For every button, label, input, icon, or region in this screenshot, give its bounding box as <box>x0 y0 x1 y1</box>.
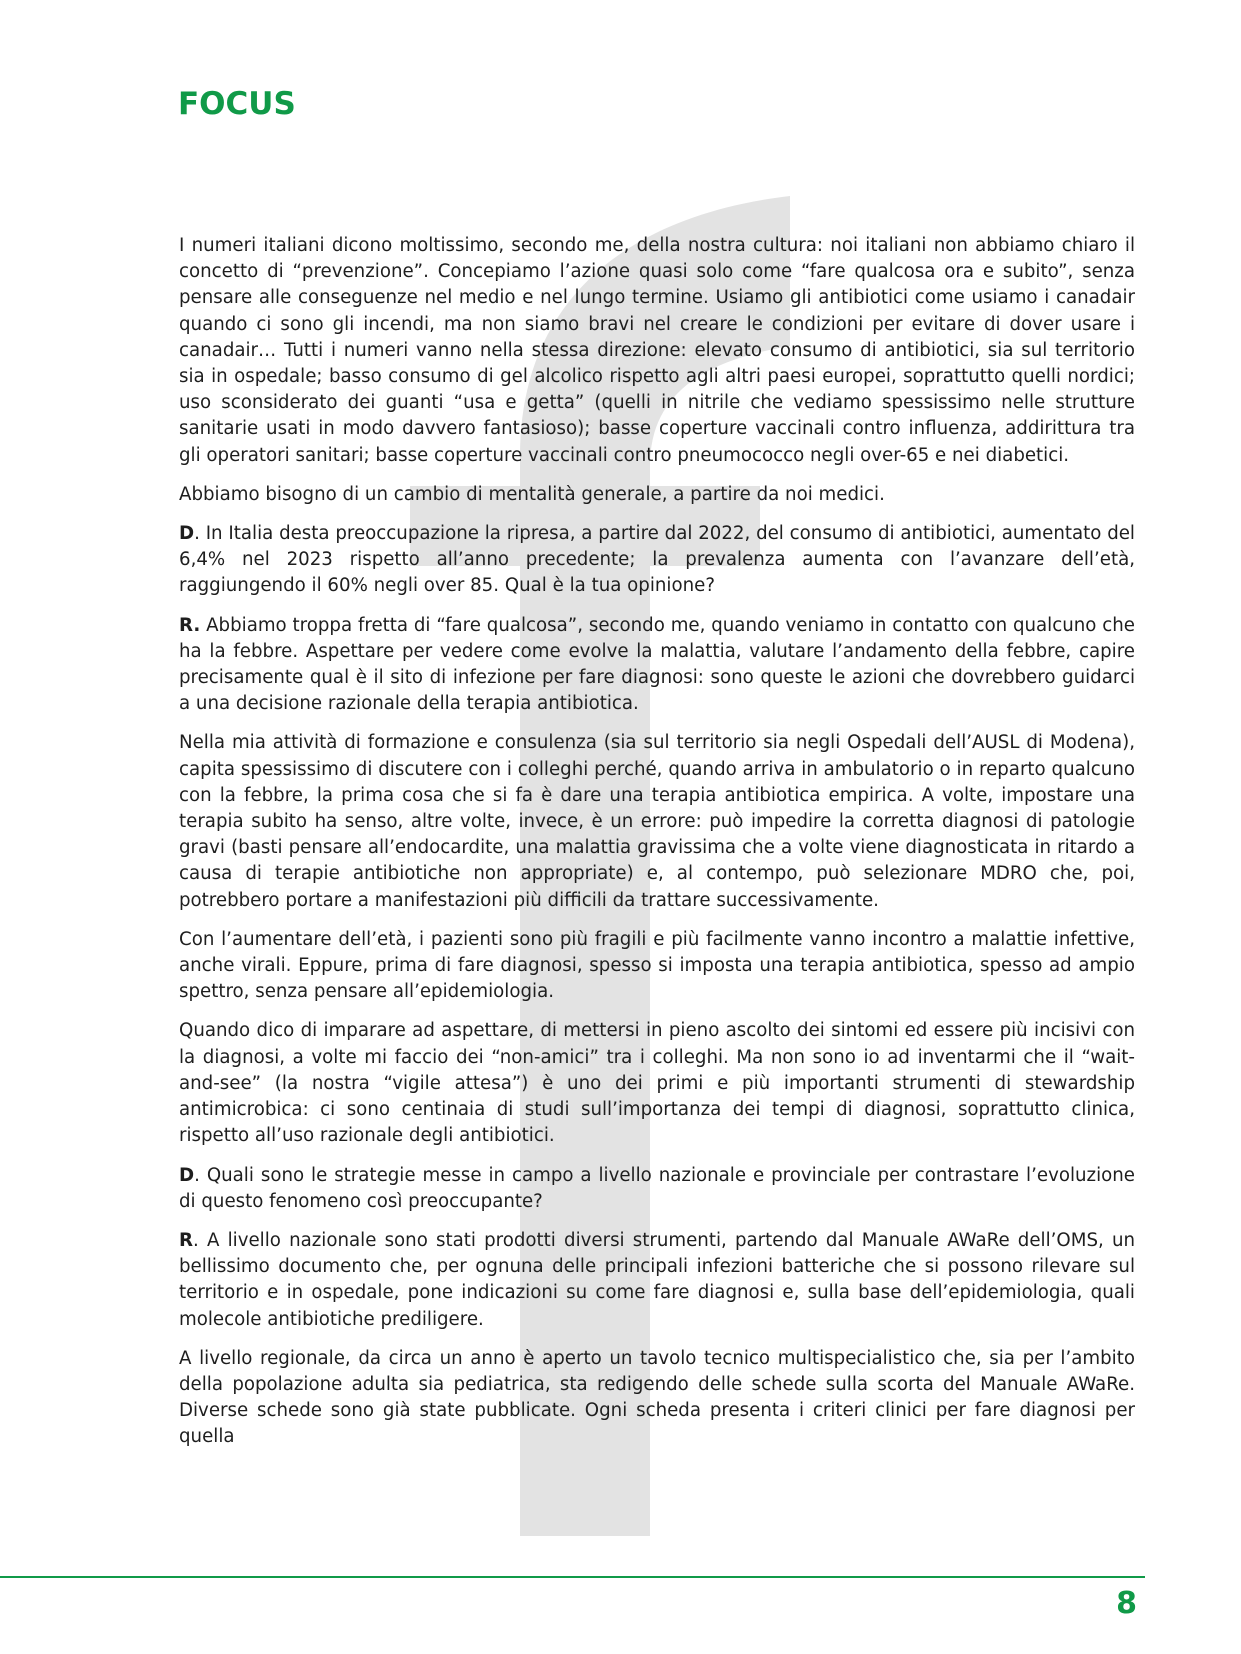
answer-1-lead: R. <box>179 614 201 636</box>
answer-1-text: Abbiamo troppa fretta di “fare qualcosa”, secondo me, quando veniamo in contatto con qualcuno che ha la febbre. Aspettare per vedere come evolve la malattia, valutare l’andamento della febbre, capire precisamente qual è il sito di infezione per fare diagnosi: sono queste le azioni che dovrebbero guidarci a una decisione razionale della terapia antibiotica. <box>179 614 1135 715</box>
paragraph-4: Con l’aumentare dell’età, i pazienti sono più fragili e più facilmente vanno incontro a malattie infettive, anche virali. Eppure, prima di fare diagnosi, spesso si imposta una terapia antibiotica, spesso ad ampio spettro, senza pensare all’epidemiologia. <box>179 928 1135 1003</box>
question-1 <box>179 521 1135 600</box>
answer-1 <box>179 613 1135 718</box>
page-number: 8 <box>1116 1586 1137 1621</box>
answer-2-text: . A livello nazionale sono stati prodotti diversi strumenti, partendo dal Manuale AWaRe dell’OMS, un bellissimo documento che, per ognuna delle principali infezioni batteriche che si possono rilevare sul territorio e in ospedale, pone indicazioni su come fare diagnosi e, sulla base dell’epidemiologia, quali molecole antibiotiche prediligere. <box>179 1229 1135 1330</box>
section-title: FOCUS <box>178 86 296 122</box>
question-2 <box>179 1163 1135 1215</box>
answer-2 <box>179 1228 1135 1333</box>
question-2-lead: D <box>179 1164 195 1186</box>
paragraph-2: Abbiamo bisogno di un cambio di mentalità generale, a partire da noi medici. <box>179 483 885 505</box>
answer-2-lead: R <box>179 1229 194 1251</box>
paragraph-6: A livello regionale, da circa un anno è aperto un tavolo tecnico multispecialistico che, sia per l’ambito della popolazione adulta sia pediatrica, sta redigendo delle schede sulla scorta del Manuale AWaRe. Diverse schede sono già state pubblicate. Ogni scheda presenta i criteri clinici per fare diagnosi per quella <box>179 1347 1135 1448</box>
question-2-text: . Quali sono le strategie messe in campo a livello nazionale e provinciale per contrastare l’evoluzione di questo fenomeno così preoccupante? <box>179 1164 1135 1212</box>
paragraph-1: I numeri italiani dicono moltissimo, secondo me, della nostra cultura: noi italiani non abbiamo chiaro il concetto di “prevenzione”. Concepiamo l’azione quasi solo come “fare qualcosa ora e subito”, senza pensare alle conseguenze nel medio e nel lungo termine. Usiamo gli antibiotici come usiamo i canadair quando ci sono gli incendi, ma non siamo bravi nel creare le condizioni per evitare di dover usare i canadair… Tutti i numeri vanno nella stessa direzione: elevato consumo di antibiotici, sia sul territorio sia in ospedale; basso consumo di gel alcolico rispetto agli altri paesi europei, soprattutto quelli nordici; uso sconsiderato dei guanti “usa e getta” (quelli in nitrile che vediamo spessissimo nelle strutture sanitarie usati in modo davvero fantasioso); basse coperture vaccinali contro influenza, addirittura tra gli operatori sanitari; basse coperture vaccinali contro pneumococco negli over-65 e nei diabetici. <box>179 235 1135 466</box>
question-1-lead: D <box>179 523 195 545</box>
question-1-text: . In Italia desta preoccupazione la ripresa, a partire dal 2022, del consumo di antibiotici, aumentato del 6,4% nel 2023 rispetto all’anno precedente; la prevalenza aumenta con l’avanzare dell’età, raggiungendo il 60% negli over 85. Qual è la tua opinione? <box>179 523 1135 597</box>
paragraph-5: Quando dico di imparare ad aspettare, di mettersi in pieno ascolto dei sintomi ed essere più incisivi con la diagnosi, a volte mi faccio dei “non-amici” tra i colleghi. Ma non sono io ad inventarmi che il “wait-and-see” (la nostra “vigile attesa”) è uno dei primi e più importanti strumenti di stewardship antimicrobica: ci sono centinaia di studi sull’importanza dei tempi di diagnosi, soprattutto clinica, rispetto all’uso razionale degli antibiotici. <box>179 1020 1135 1147</box>
footer-divider <box>0 1576 1145 1578</box>
paragraph-3: Nella mia attività di formazione e consulenza (sia sul territorio sia negli Ospedali dell’AUSL di Modena), capita spessissimo di discutere con i colleghi perché, quando arriva in ambulatorio o in reparto qualcuno con la febbre, la prima cosa che si fa è dare una terapia antibiotica empirica. A volte, impostare una terapia subito ha senso, altre volte, invece, è un errore: può impedire la corretta diagnosi di patologie gravi (basti pensare all’endocardite, una malattia gravissima che a volte viene diagnosticata in ritardo a causa di terapie antibiotiche non appropriate) e, al contempo, può selezionare MDRO che, poi, potrebbero portare a manifestazioni più difficili da trattare successivamente. <box>179 732 1135 911</box>
article-body <box>179 233 1135 1464</box>
